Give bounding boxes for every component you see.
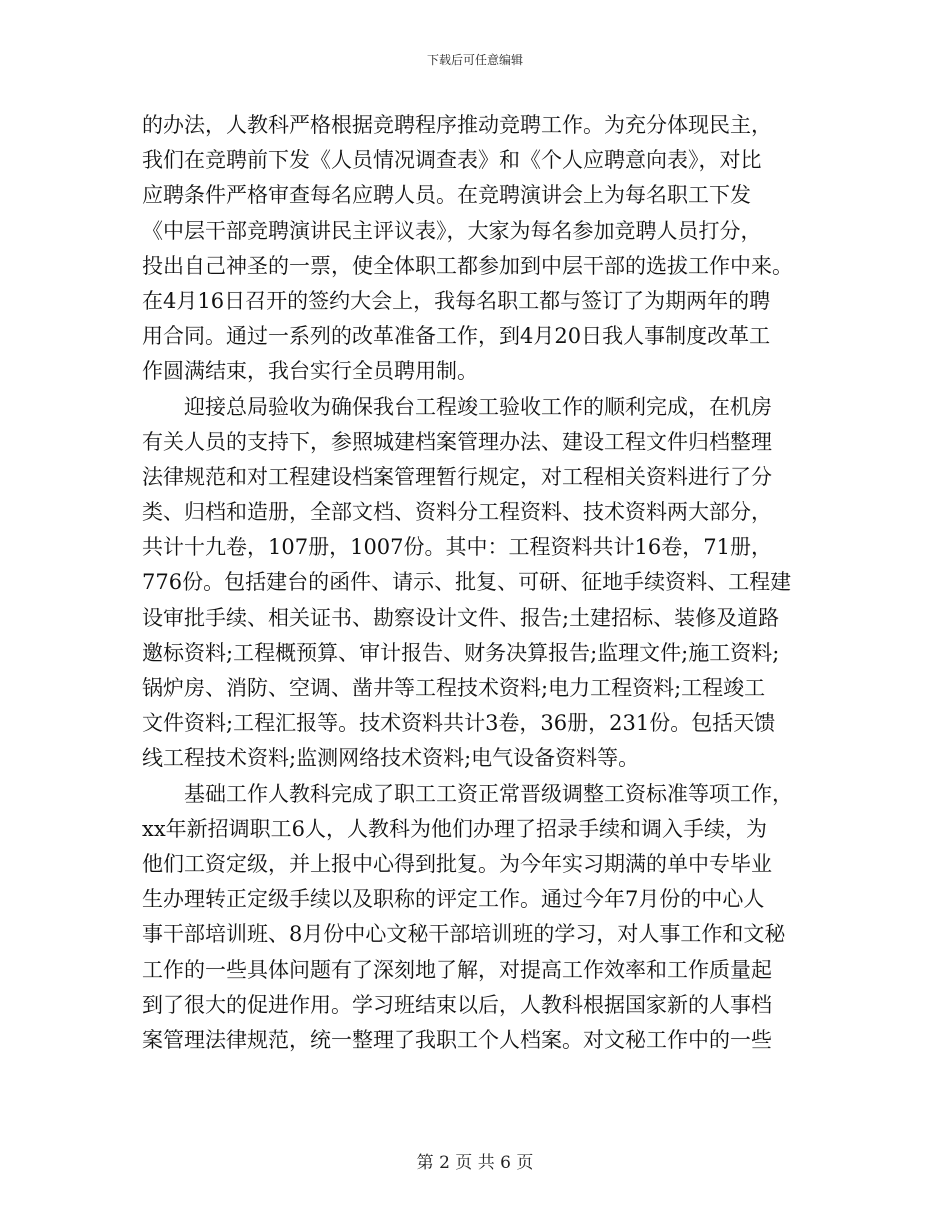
text-line: 文件资料;工程汇报等。技术资料共计3卷，36册，231份。包括天馈 <box>142 711 776 736</box>
text-line: 迎接总局验收为确保我台工程竣工验收工作的顺利完成，在机房 <box>184 394 772 419</box>
text-line: 基础工作人教科完成了职工工资正常晋级调整工资标准等项工作， <box>184 781 793 806</box>
text-line: 类、归档和造册，全部文档、资料分工程资料、技术资料两大部分， <box>142 500 772 525</box>
text-line: 锅炉房、消防、空调、凿井等工程技术资料;电力工程资料;工程竣工 <box>142 676 766 700</box>
text-line: 776份。包括建台的函件、请示、批复、可研、征地手续资料、工程建 <box>142 570 792 595</box>
page-header: 下载后可任意编辑 <box>426 53 523 67</box>
text-line: 邀标资料;工程概预算、审计报告、财务决算报告;监理文件;施工资料; <box>142 640 780 665</box>
page-footer: 第 2 页 共 6 页 <box>416 1153 534 1173</box>
text-line: 事干部培训班、8月份中心文秘干部培训班的学习，对人事工作和文秘 <box>142 922 786 947</box>
text-line: 设审批手续、相关证书、勘察设计文件、报告;土建招标、装修及道路 <box>142 605 780 630</box>
text-line: 投出自己神圣的一票，使全体职工都参加到中层干部的选拔工作中来。 <box>142 253 793 278</box>
text-line: 共计十九卷，107册，1007份。其中：工程资料共计16卷，71册， <box>142 535 772 560</box>
text-line: 案管理法律规范，统一整理了我职工个人档案。对文秘工作中的一些 <box>142 1027 772 1052</box>
paragraph <box>142 777 812 1059</box>
document-body <box>142 108 812 1058</box>
text-line: 《中层干部竞聘演讲民主评议表》，大家为每名参加竞聘人员打分， <box>142 218 762 243</box>
text-line: 应聘条件严格审查每名应聘人员。在竞聘演讲会上为每名职工下发 <box>142 183 751 208</box>
text-line: 我们在竞聘前下发《人员情况调查表》和《个人应聘意向表》，对比 <box>142 148 762 173</box>
text-line: 在4月16日召开的签约大会上，我每名职工都与签订了为期两年的聘 <box>142 288 771 313</box>
text-line: 用合同。通过一系列的改革准备工作，到4月20日我人事制度改革工 <box>142 324 771 349</box>
text-line: 工作的一些具体问题有了深刻地了解，对提高工作效率和工作质量起 <box>142 957 772 982</box>
text-line: 到了很大的促进作用。学习班结束以后，人教科根据国家新的人事档 <box>142 992 772 1017</box>
text-line: 法律规范和对工程建设档案管理暂行规定，对工程相关资料进行了分 <box>142 464 772 489</box>
text-line: 他们工资定级，并上报中心得到批复。为今年实习期满的单中专毕业 <box>142 851 772 876</box>
paragraph <box>142 390 812 777</box>
text-line: 的办法，人教科严格根据竞聘程序推动竞聘工作。为充分体现民主， <box>142 113 772 137</box>
text-line: 线工程技术资料;监测网络技术资料;电气设备资料等。 <box>142 746 640 771</box>
paragraph <box>142 108 812 390</box>
text-line: 生办理转正定级手续以及职称的评定工作。通过今年7月份的中心人 <box>142 887 765 912</box>
text-line: 有关人员的支持下，参照城建档案管理办法、建设工程文件归档整理 <box>142 429 772 454</box>
text-line: 作圆满结束，我台实行全员聘用制。 <box>142 359 478 384</box>
text-line: xx年新招调职工6人，人教科为他们办理了招录手续和调入手续，为 <box>142 816 768 841</box>
